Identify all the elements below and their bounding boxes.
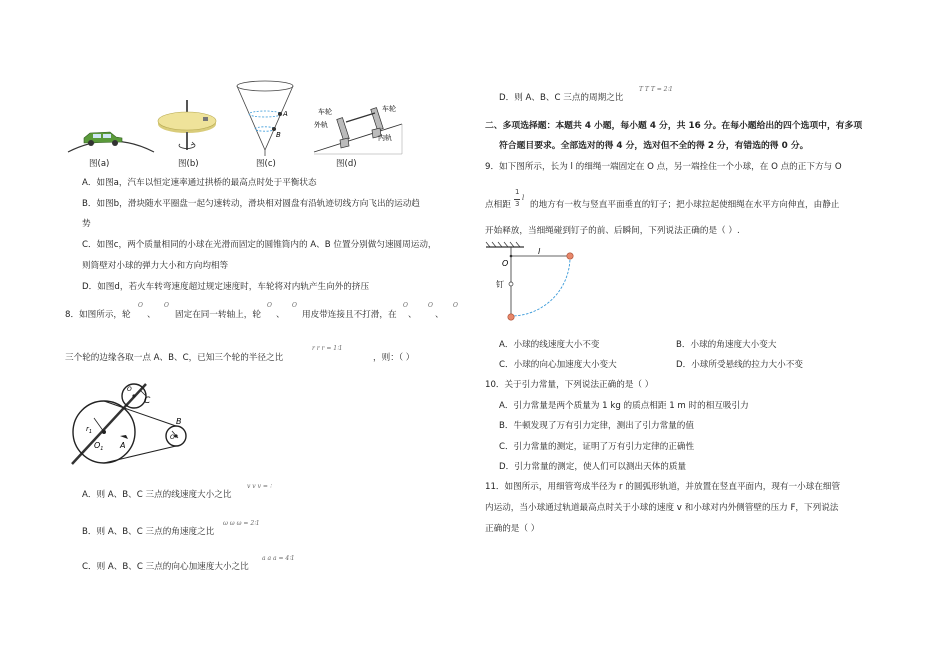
ball-start-icon — [567, 253, 573, 259]
ball-end-icon — [508, 314, 514, 320]
nail-icon — [509, 282, 513, 286]
q8-fig-o2: O — [127, 386, 132, 393]
figure-c-cone — [234, 80, 296, 158]
figure-d-rails — [312, 100, 404, 158]
rail-label-outer: 外轨 — [314, 121, 328, 129]
rail-label-wheel-left: 车轮 — [318, 108, 332, 116]
q11-stem-line2: 内运动，当小球通过轨道最高点时关于小球的速度 v 和小球对内外侧管壁的压力 F，下列说法 — [485, 503, 839, 513]
figure-a-caption: 图(a) — [89, 159, 110, 169]
section2-heading-cont: 符合题目要求。全部选对的得 4 分，选对但不全的得 2 分，有错选的得 0 分。 — [499, 141, 809, 151]
q10-option-b: B．牛顿发现了万有引力定律，测出了引力常量的值 — [499, 421, 694, 431]
q9-fig-o: O — [502, 259, 509, 268]
q11-stem-line1: 11．如图所示，用细管弯成半径为 r 的圆弧形轨道，并放置在竖直平面内，现有一小球在细管 — [485, 482, 841, 492]
q8-fig-r1: $r_1$ — [86, 425, 93, 435]
q8-stem-part3: 用皮带连接且不打滑，在 — [302, 310, 397, 320]
q8-option-d-eq: T T T = 2∶1 — [639, 86, 673, 93]
q9-pendulum-figure — [484, 244, 584, 324]
q9-option-c: C．小球的向心加速度大小变大 — [499, 360, 617, 370]
q8-stem-sep3: 、 — [408, 310, 417, 320]
q8-option-d: D．则 A、B、C 三点的周期之比 — [499, 93, 624, 103]
q11-stem-line3: 正确的是（ ） — [485, 524, 540, 534]
car-icon — [84, 132, 122, 146]
q10-option-a: A．引力常量是两个质量为 1 kg 的质点相距 1 m 时的相互吸引力 — [499, 401, 749, 411]
point-a-label: A — [283, 110, 288, 118]
q9-fig-nail: 钉 — [496, 280, 504, 289]
q8-fig-point-c: C — [144, 396, 151, 406]
q9-stem-line2-b: 的地方有一枚与竖直平面垂直的钉子；把小球拉起使细绳在水平方向伸直，由静止 — [530, 200, 840, 210]
q7-option-d: D．如图d，若火车转弯速度超过规定速度时，车轮将对内轨产生向外的挤压 — [82, 282, 370, 292]
q8-option-c: C．则 A、B、C 三点的向心加速度大小之比 — [82, 562, 249, 572]
figure-b-rotating-disc — [156, 100, 218, 155]
q8-pulley-figure — [64, 376, 204, 472]
q7-option-b: B．如图b，滑块随水平圈盘一起匀速转动，滑块相对圆盘有沿轨迹切线方向飞出的运动趋 — [82, 199, 420, 209]
q9-stem-line3: 开始释放，当细绳碰到钉子的前、后瞬间，下列说法正确的是（ ）. — [485, 226, 740, 236]
q9-stem-line1: 9．如下图所示，长为 l 的细绳一端固定在 O 点，另一端拴住一个小球，在 O 点的正下方与 O — [485, 162, 842, 172]
q7-option-c: C．如图c，两个质量相同的小球在光滑而固定的圆锥筒内的 A、B 位置分别做匀速圆周运动， — [82, 240, 437, 250]
q8-option-b: B．则 A、B、C 三点的角速度之比 — [82, 527, 215, 537]
point-b-label: B — [276, 131, 281, 139]
section2-heading: 二、多项选择题：本题共 4 小题，每小题 4 分，共 16 分。在每小题给出的四个选项中，有多项 — [485, 121, 863, 131]
q8-o-mark-2: O — [164, 302, 169, 309]
q8-option-a: A．则 A、B、C 三点的线速度大小之比 — [82, 490, 232, 500]
q10-option-d: D．引力常量的测定，使人们可以测出天体的质量 — [499, 462, 687, 472]
q8-option-c-eq: a a a = 4∶1 — [262, 555, 295, 562]
figure-b-caption: 图(b) — [178, 159, 199, 169]
q8-o-mark-4: O — [292, 302, 297, 309]
q7-option-c-cont: 则筒壁对小球的弹力大小和方向均相等 — [82, 261, 229, 271]
figure-c-caption: 图(c) — [256, 159, 276, 169]
q8-option-b-eq: ω ω ω = 2∶1 — [223, 520, 260, 527]
q10-stem: 10．关于引力常量，下列说法正确的是（ ） — [485, 380, 654, 390]
q8-stem-sep4: 、 — [435, 310, 444, 320]
q8-o-mark-3: O — [267, 302, 272, 309]
q9-option-b: B．小球的角速度大小变大 — [676, 340, 777, 350]
q8-stem-line2-end: ，则：（ ） — [373, 353, 415, 363]
q8-stem-sep2: 、 — [276, 310, 285, 320]
q9-option-d: D．小球所受悬线的拉力大小不变 — [676, 360, 803, 370]
rail-label-inner: 内轨 — [378, 134, 392, 142]
q7-option-a: A．如图a，汽车以恒定速率通过拱桥的最高点时处于平衡状态 — [82, 178, 317, 188]
rail-label-wheel-right: 车轮 — [382, 105, 396, 113]
q8-stem-sep1: 、 — [147, 310, 156, 320]
q8-fig-point-b: B — [176, 417, 182, 426]
q9-option-a: A．小球的线速度大小不变 — [499, 340, 600, 350]
q9-stem-line2-a: 点相距 — [485, 200, 511, 210]
figure-d-caption: 图(d) — [336, 159, 357, 169]
q9-fig-l: l — [538, 247, 541, 256]
q8-o-mark-6: O — [428, 302, 433, 309]
q7-option-b-cont: 势 — [82, 219, 91, 229]
q8-fig-point-a: A — [120, 441, 126, 450]
q8-o-mark-7: O — [453, 302, 458, 309]
figure-a-car-on-bridge — [66, 122, 156, 154]
q8-radius-ratio: r r r = 1∶1 — [312, 345, 343, 352]
q8-fig-o1: $O_1$ — [94, 441, 104, 452]
q8-o-mark-1: O — [138, 302, 143, 309]
q8-stem-part2: 固定在同一转轴上，轮 — [175, 310, 261, 320]
q10-option-c: C．引力常量的测定，证明了万有引力定律的正确性 — [499, 442, 695, 452]
block-icon — [203, 117, 208, 121]
q8-option-a-eq: v v v = ∶ — [247, 483, 272, 490]
ball-a-icon — [278, 112, 282, 116]
q8-stem-line2: 三个轮的边缘各取一点 A、B、C，已知三个轮的半径之比 — [65, 353, 284, 363]
q8-fig-o3: O — [170, 434, 175, 441]
q8-o-mark-5: O — [403, 302, 408, 309]
q8-stem-part1: 8．如图所示，轮 — [65, 310, 131, 320]
